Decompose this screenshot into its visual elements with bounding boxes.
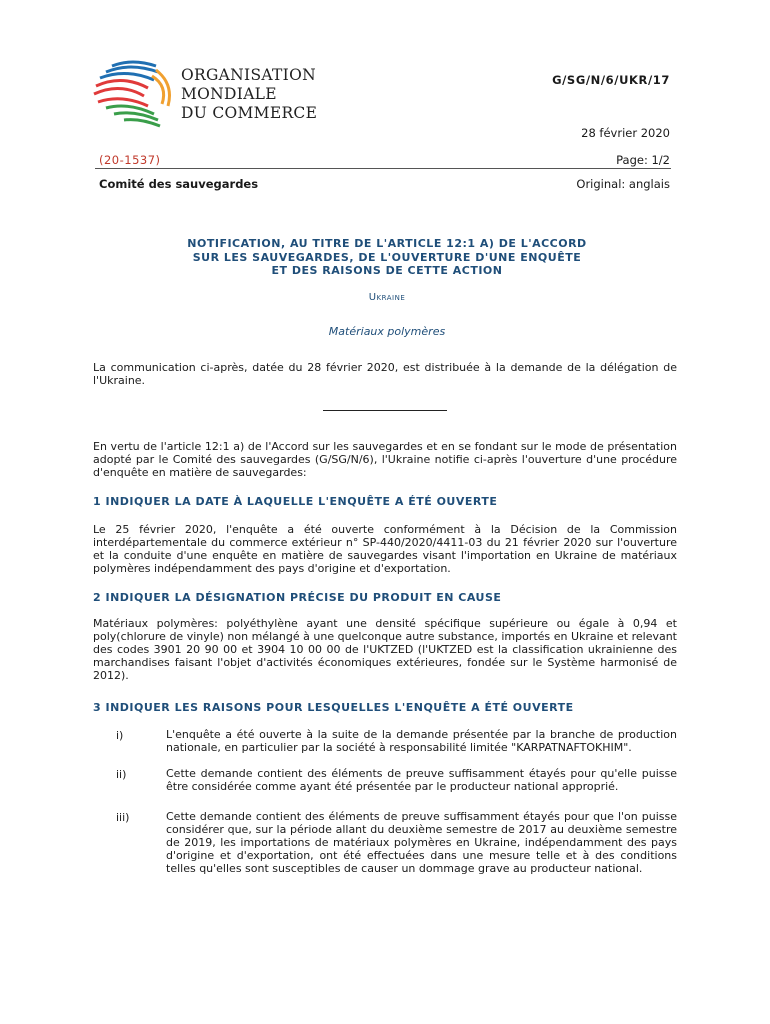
document-symbol: G/SG/N/6/UKR/17: [552, 73, 670, 87]
organization-name: [181, 66, 317, 123]
list-item: L'enquête a été ouverte à la suite de la demande présentée par la branche de production nationale, en particulier par la société à responsabilité limitée "KARPATNAFTOKHIM".: [166, 728, 677, 754]
title-line-2: SUR LES SAUVEGARDES, DE L'OUVERTURE D'UNE ENQUÊTE: [192, 250, 582, 264]
section-2-heading: 2 INDIQUER LA DÉSIGNATION PRÉCISE DU PRODUIT EN CAUSE: [93, 591, 502, 604]
section-2-text: Matériaux polymères: polyéthylène ayant une densité spécifique supérieure ou égale à 0,94 et poly(chlorure de vinyle) non mélangé à une quelconque autre substance, importés en Ukraine et relevant des codes 3901 20 90 00 et 3904 10 00 00 de l'UKTZED (l'UKTZED est la classification ukrainienne des marchandises faisant l'objet d'activités économiques extérieures, fondée sur le Système harmonisé de 2012).: [93, 617, 677, 682]
preamble-paragraph: En vertu de l'article 12:1 a) de l'Accord sur les sauvegardes et en se fondant sur le mode de présentation adopté par le Comité des sauvegardes (G/SG/N/6), l'Ukraine notifie ci-après l'ouverture d'une procédure d'enquête en matière de sauvegardes:: [93, 440, 677, 479]
wto-logo: [92, 58, 174, 130]
title-line-3: ET DES RAISONS DE CETTE ACTION: [271, 264, 503, 277]
header-divider: [95, 168, 671, 169]
section-3-heading: 3 INDIQUER LES RAISONS POUR LESQUELLES L'ENQUÊTE A ÉTÉ OUVERTE: [93, 701, 574, 714]
product-name: Matériaux polymères: [328, 325, 446, 338]
item-number: ii): [116, 768, 127, 781]
intro-paragraph: La communication ci-après, datée du 28 février 2020, est distribuée à la demande de la délégation de l'Ukraine.: [93, 361, 677, 387]
committee-name: Comité des sauvegardes: [99, 177, 259, 191]
section-divider: [323, 410, 447, 411]
list-item: Cette demande contient des éléments de preuve suffisamment étayés pour qu'elle puisse être considérée comme ayant été présentée par le producteur national approprié.: [166, 767, 677, 793]
org-line-3: DU COMMERCE: [181, 104, 318, 122]
title-line-1: NOTIFICATION, AU TITRE DE L'ARTICLE 12:1 A) DE L'ACCORD: [187, 237, 587, 250]
document-date: 28 février 2020: [581, 126, 670, 140]
document-title: [95, 237, 679, 278]
original-language: Original: anglais: [576, 177, 670, 191]
item-number: i): [116, 729, 124, 742]
page-number: Page: 1/2: [616, 153, 670, 167]
org-line-2: MONDIALE: [181, 85, 277, 103]
section-1-text: Le 25 février 2020, l'enquête a été ouverte conformément à la Décision de la Commission interdépartementale du commerce extérieur n° SP-440/2020/4411-03 du 21 février 2020 sur l'ouverture et la conduite d'une enquête en matière de sauvegardes visant l'importation en Ukraine de matériaux polymères indépendamment des pays d'origine et d'exportation.: [93, 523, 677, 575]
member-name: Ukraine: [368, 292, 406, 303]
job-number: (20-1537): [99, 153, 161, 167]
section-1-heading: 1 INDIQUER LA DATE À LAQUELLE L'ENQUÊTE A ÉTÉ OUVERTE: [93, 495, 498, 508]
item-number: iii): [116, 811, 130, 824]
list-item: Cette demande contient des éléments de preuve suffisamment étayés pour que l'on puisse considérer que, sur la période allant du deuxième semestre de 2017 au deuxième semestre de 2019, les importations de matériaux polymères en Ukraine, indépendamment des pays d'origine et d'exportation, ont été effectuées dans une mesure telle et à des conditions telles qu'elles sont susceptibles de causer un dommage grave au producteur national.: [166, 810, 677, 875]
org-line-1: ORGANISATION: [181, 66, 316, 84]
